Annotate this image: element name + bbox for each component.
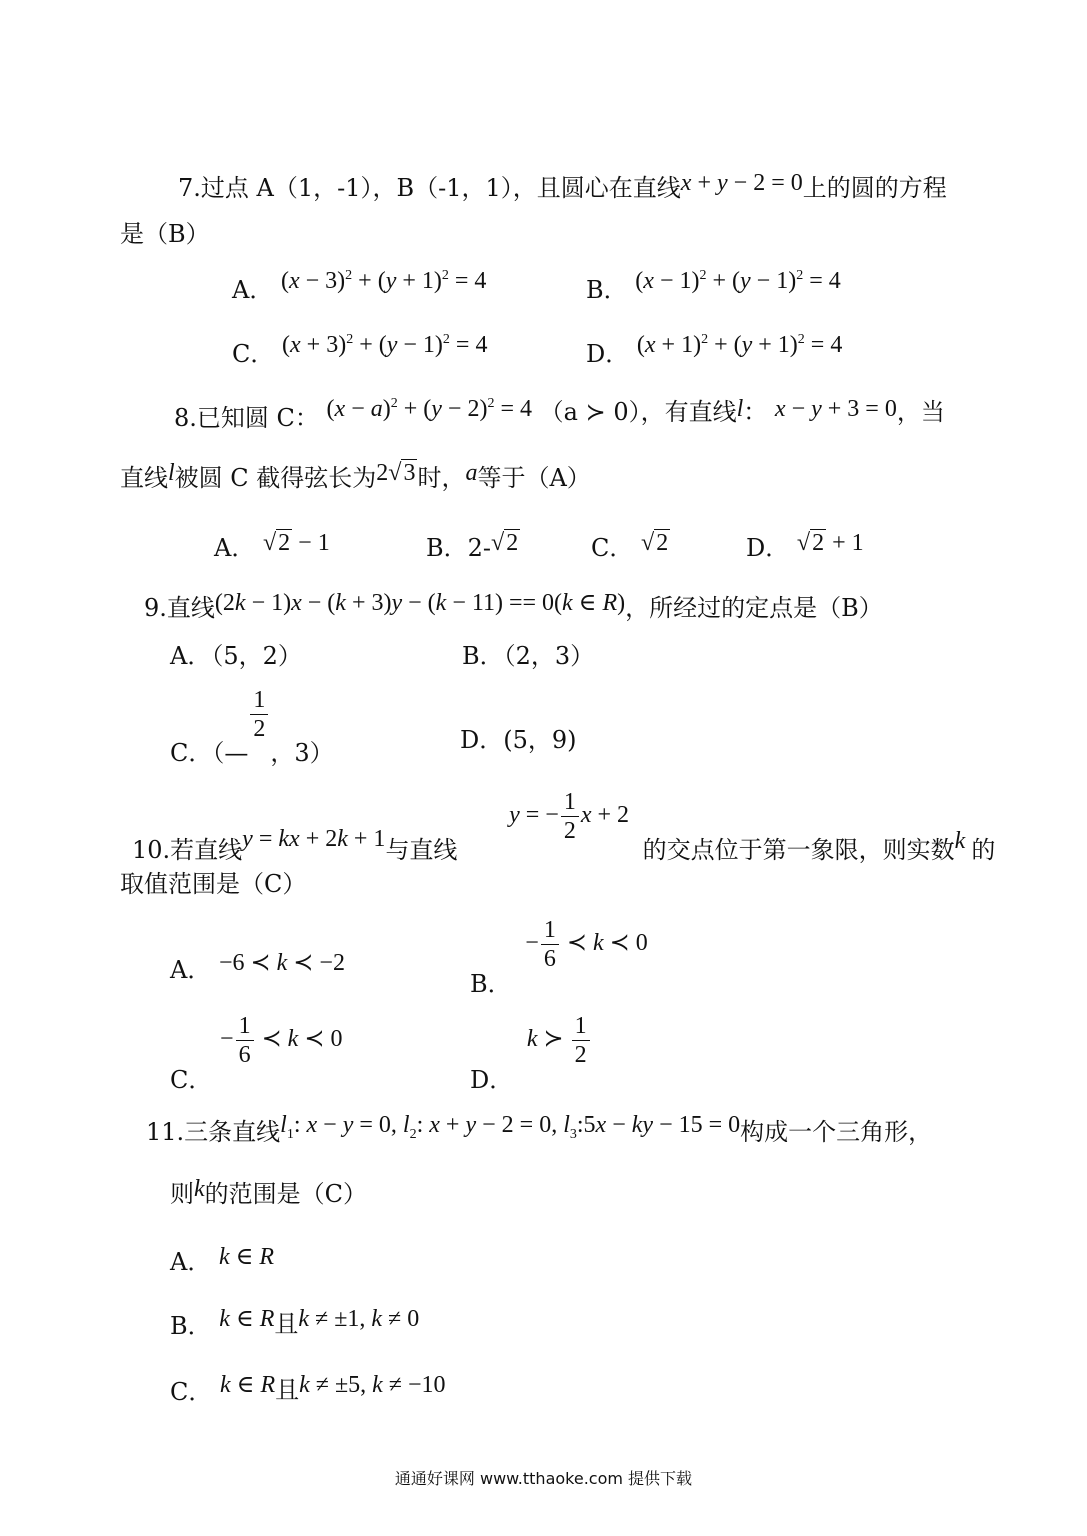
q7-option-a: A． $(x - 3)^2 + (y + 1)^2 = 4$ [232,268,487,304]
q10-line1-equation: y = kx + 2k + 1 [242,826,386,853]
q8-stem-line2: 直线l被圆 C 截得弦长为2√3时，a等于（A） [120,460,591,492]
q8-condition: （a ≻ 0），有直线 [539,398,737,426]
q11-option-b: B． k ∈ R且k ≠ ±1, k ≠ 0 [170,1306,420,1340]
q11-stem-line2: 则k的范围是（C） [170,1176,368,1208]
q9-option-a: A．（5，2） [170,642,302,670]
q8-stem: 8.已知圆 C： [174,404,319,432]
q7-option-c: C． $(x + 3)^2 + (y - 1)^2 = 4$ [232,332,488,368]
q10-stem-line2: 取值范围是（C） [120,870,307,898]
q8-option-b: B．2-√2 [426,530,519,562]
q9-option-b: B．（2，3） [462,642,595,670]
q7-stem-line2: 是（B） [120,220,210,248]
q9-option-d: D．(5，9) [460,726,577,754]
q8-option-c: C． √2 [591,530,669,562]
q10-option-b: B． − $\frac{1}{6}$ ≺ k ≺ 0 [470,917,648,999]
q10-line2-equation: y = − $\frac{1}{2}$ x + 2 [509,789,630,844]
q10-option-c: C． − $\frac{1}{6}$ ≺ k ≺ 0 [170,1013,343,1095]
q8-option-a: A． √2 − 1 [214,530,330,562]
q9-line-equation: (2k − 1)x − (k + 3)y − (k − 11) == 0(k ∈ R) [214,590,626,616]
q7-stem-line [178,170,947,202]
q8-option-d: D． √2 + 1 [746,530,864,562]
q11-lines-equation: $l_1$: x − y = 0, $l_2$: x + y − 2 = 0, $l_3:5x$ − ky − 15 = 0 [280,1112,741,1142]
q8-stem-line: 8.已知圆 C： $(x - a)^2 + (y - 2)^2 = 4$ （a ≻ 0），有直线l： x − y + 3 = 0，当 [174,396,945,432]
q9-option-c: C．（— $\frac{1}{2}$ ，3） [170,687,334,767]
q9-stem-line: 9.直线(2k − 1)x − (k + 3)y − (k − 11) == 0(k ∈ R)，所经过的定点是（B） [144,590,883,622]
q11-option-a: A． k ∈ R [170,1244,275,1276]
q7-line-equation: x + y − 2 = 0 [680,170,803,196]
q11-stem-line: 11.三条直线$l_1$: x − y = 0, $l_2$: x + y − 2 = 0, $l_3:5x$ − ky − 15 = 0构成一个三角形， [146,1112,933,1146]
q10-option-d: D． k ≻ $\frac{1}{2}$ [470,1014,592,1067]
q7-stem: 7.过点 A（1，-1），B（-1，1），且圆心在直线 [178,174,681,202]
q7-stem-after: 上的圆的方程 [802,174,947,202]
q11-option-c: C． k ∈ R且k ≠ ±5, k ≠ −10 [170,1372,446,1406]
q8-line-equation: x − y + 3 = 0 [774,396,897,422]
q7-option-b: B． $(x - 1)^2 + (y - 1)^2 = 4$ [586,268,841,304]
q8-circle-equation: $(x - a)^2 + (y - 2)^2 = 4$ [326,396,532,422]
q8-chord-length: 2√3 [376,460,416,486]
q7-option-d: D． $(x + 1)^2 + (y + 1)^2 = 4$ [586,332,843,368]
q10-stem-line: 10.若直线y = kx + 2k + 1与直线 y = − $\frac{1}{2}$ x + 2 的交点位于第一象限，则实数k 的 [132,789,996,865]
q10-option-a: A． −6 ≺ k ≺ −2 [170,950,345,984]
page-footer: 通通好课网 www.tthaoke.com 提供下载 [394,1469,693,1488]
